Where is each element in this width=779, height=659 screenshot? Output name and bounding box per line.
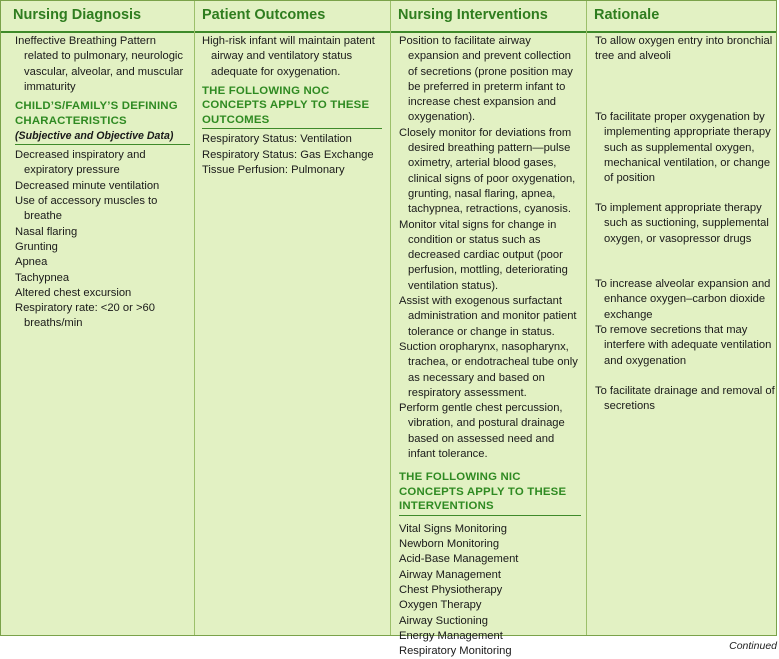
header-rationale: Rationale — [594, 7, 660, 23]
list-item: Acid-Base Management — [399, 553, 519, 566]
outcome-statement: High-risk infant will maintain patent airway and ventilatory status adequate for oxygenation. — [202, 35, 375, 78]
noc-heading: THE FOLLOWING NOC CONCEPTS APPLY TO THESE OUTCOMES — [202, 84, 382, 130]
rationale-item: To facilitate proper oxygenation by implementing appropriate therapy such as supplemental oxygen, mechanical ventilation, or change of position — [595, 111, 771, 185]
header-nursing-diagnosis: Nursing Diagnosis — [13, 7, 142, 23]
list-item: Airway Suctioning — [399, 614, 488, 627]
nic-heading: THE FOLLOWING NIC CONCEPTS APPLY TO THESE INTERVENTIONS — [399, 470, 581, 516]
rationale-item: To remove secretions that may interfere with adequate ventilation and oxygenation — [595, 324, 772, 367]
intervention-item: Assist with exogenous surfactant administration and monitor patient tolerance or change in status. — [399, 295, 577, 338]
list-item: Use of accessory muscles to breathe — [15, 195, 158, 223]
rationale-item: To facilitate drainage and removal of secretions — [595, 385, 775, 413]
interventions-column — [399, 34, 581, 659]
nic-list — [399, 522, 581, 659]
column-divider — [194, 1, 195, 635]
list-item: Tachypnea — [15, 271, 70, 284]
rationale-item: To implement appropriate therapy such as suctioning, supplemental oxygen, or vasopressor drugs — [595, 202, 769, 245]
column-divider — [586, 1, 587, 635]
list-item: Chest Physiotherapy — [399, 584, 503, 596]
intervention-item: Position to facilitate airway expansion and prevent collection of secretions (prone position may be preferred in preterm infant to increase chest expansion and oxygenation). — [399, 35, 573, 124]
intervention-item: Monitor vital signs for change in condition or status such as decreased cardiac output (poor perfusion, mottling, deteriorating ventilation status). — [399, 218, 568, 292]
list-item: Airway Management — [399, 568, 501, 581]
list-item: Oxygen Therapy — [399, 599, 482, 612]
intervention-item: Closely monitor for deviations from desired breathing pattern—pulse oximetry, arterial blood gases, clinical signs of poor oxygenation, grunting, nasal flaring, apnea, tachypnea, retractions, cyanosis. — [399, 126, 576, 216]
diagnosis-column — [15, 34, 190, 332]
characteristics-list — [15, 148, 190, 332]
diagnosis-statement: Ineffective Breathing Pattern related to pulmonary, neurologic vascular, alveolar, and muscular immaturity — [15, 35, 184, 93]
header-nursing-interventions: Nursing Interventions — [398, 7, 548, 23]
table-header — [1, 1, 776, 33]
rationale-item: To allow oxygen entry into bronchial tree and alveoli — [595, 35, 773, 63]
list-item: Altered chest excursion — [15, 286, 132, 299]
list-item: Respiratory Status: Ventilation — [202, 133, 352, 146]
list-item: Decreased minute ventilation — [15, 179, 160, 192]
list-item: Nasal flaring — [15, 225, 78, 238]
list-item: Vital Signs Monitoring — [399, 522, 507, 535]
list-item: Newborn Monitoring — [399, 538, 500, 551]
rationale-item: To increase alveolar expansion and enhance oxygen–carbon dioxide exchange — [595, 278, 771, 321]
intervention-item: Perform gentle chest percussion, vibration, and postural drainage based on assessed need and infant tolerance. — [399, 402, 565, 461]
list-item: Respiratory Monitoring — [399, 645, 512, 658]
outcomes-column — [202, 34, 382, 178]
list-item: Decreased inspiratory and expiratory pressure — [15, 149, 146, 177]
header-patient-outcomes: Patient Outcomes — [202, 7, 326, 23]
column-divider — [390, 1, 391, 635]
list-item: Grunting — [15, 240, 58, 253]
intervention-item: Suction oropharynx, nasopharynx, trachea, or endotracheal tube only as necessary and based on respiratory assessment. — [399, 340, 578, 399]
defining-characteristics-heading: CHILD’S/FAMILY’S DEFINING CHARACTERISTICS — [15, 100, 178, 127]
list-item: Energy Management — [399, 629, 503, 642]
list-item: Apnea — [15, 256, 48, 269]
noc-list — [202, 132, 382, 178]
continued-label: Continued — [729, 640, 777, 652]
list-item: Tissue Perfusion: Pulmonary — [202, 163, 345, 176]
list-item: Respiratory Status: Gas Exchange — [202, 148, 374, 161]
data-subheading: (Subjective and Objective Data) — [15, 129, 190, 145]
list-item: Respiratory rate: <20 or >60 breaths/min — [15, 302, 155, 330]
